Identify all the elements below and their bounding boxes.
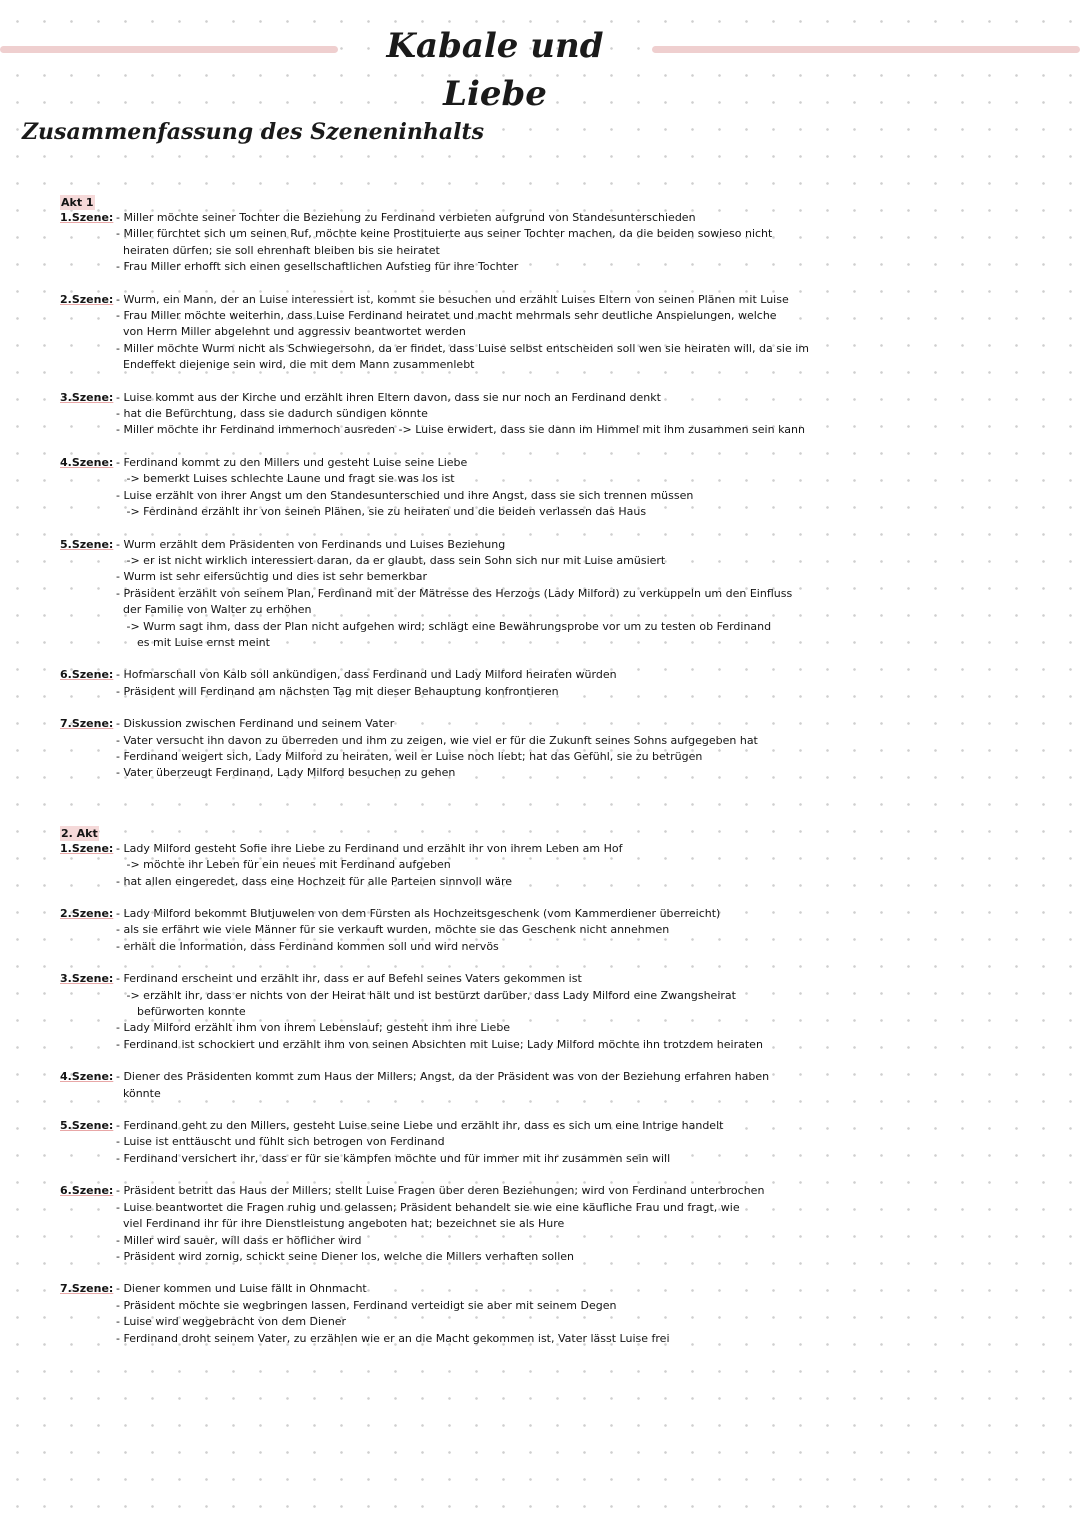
scene-note-line: - Lady Milford bekommt Blutjuwelen von dem Fürsten als Hochzeitsgeschenk (vom Kammerdiener überreicht) [116, 907, 721, 920]
scene-block [60, 210, 980, 276]
scene-block [60, 667, 980, 700]
scene-spacer [60, 1053, 980, 1069]
scene-note-line: - Präsident will Ferdinand am nächsten Tag mit dieser Behauptung konfrontieren [116, 684, 559, 698]
scene-note-line: - hat allen eingeredet, dass eine Hochzeit für alle Parteien sinnvoll wäre [116, 874, 513, 888]
scene-note-line: - Frau Miller möchte weiterhin, dass Luise Ferdinand heiratet und macht mehrmals sehr deutliche Anspielungen, welche [116, 309, 777, 323]
scene-block [60, 1069, 980, 1102]
scene-label: 4.Szene: [60, 455, 114, 469]
scene-note-line: - Präsident wird zornig, schickt seine Diener los, welche die Millers verhaften sollen [116, 1249, 575, 1263]
scene-notes [116, 292, 980, 374]
scene-note-line: - Ferdinand ist schockiert und erzählt ihm von seinen Absichten mit Luise; Lady Milford möchte ihn trotzdem heiraten [116, 1037, 763, 1051]
scene-note-line: -> möchte ihr Leben für ein neues mit Ferdinand aufgeben [116, 858, 451, 872]
scene-note-line: - Vater überzeugt Ferdinand, Lady Milford besuchen zu gehen [116, 766, 456, 780]
scene-label: 2.Szene: [60, 907, 114, 920]
scene-notes [116, 1183, 980, 1265]
scene-block [60, 906, 980, 955]
scene-spacer [60, 1167, 980, 1183]
scene-notes [116, 667, 980, 700]
scene-block [60, 292, 980, 374]
section-heading: Zusammenfassung des Szeneninhalts [22, 119, 485, 145]
act-section [60, 191, 980, 782]
scene-note-line: - Miller möchte ihr Ferdinand immernoch ausreden -> Luise erwidert, dass sie dann im Himmel mit ihm zusammen sein kann [116, 423, 805, 437]
scene-label: 6.Szene: [60, 1184, 114, 1198]
scene-spacer [60, 1102, 980, 1118]
scene-note-line: - Miller fürchtet sich um seinen Ruf, möchte keine Prostituierte aus seiner Tochter machen, da die beiden sowieso nicht [116, 227, 773, 241]
scene-label: 2.Szene: [60, 292, 114, 306]
scene-note-line: - Präsident erzählt von seinem Plan, Ferdinand mit der Mätresse des Herzogs (Lady Milford) zu verkuppeln um den Einfluss [116, 586, 793, 600]
scene-notes [116, 1118, 980, 1167]
scene-notes [116, 971, 980, 1053]
scene-label: 1.Szene: [60, 841, 114, 855]
scene-note-line: - Ferdinand weigert sich, Lady Milford zu heiraten, weil er Luise noch liebt; hat das Gefühl, sie zu betrügen [116, 749, 703, 763]
scene-spacer [60, 890, 980, 906]
summary-content [60, 191, 980, 1347]
act-section [60, 822, 980, 1347]
scene-note-line: - Wurm, ein Mann, der an Luise interessiert ist, kommt sie besuchen und erzählt Luises Eltern von seinen Plänen mit Luise [116, 292, 789, 306]
scene-block [60, 537, 980, 652]
scene-note-line: -> Ferdinand erzählt ihr von seinen Plänen, sie zu heiraten und die beiden verlassen das Haus [116, 505, 647, 519]
scene-note-line: - Wurm erzählt dem Präsidenten von Ferdinands und Luises Beziehung [116, 537, 506, 551]
scene-note-line: -> bemerkt Luises schlechte Laune und fragt sie was los ist [116, 472, 455, 486]
scene-note-line: - Diskussion zwischen Ferdinand und seinem Vater [116, 717, 395, 731]
scene-note-line: -> Wurm sagt ihm, dass der Plan nicht aufgehen wird; schlägt eine Bewährungsprobe vor um zu testen ob Ferdinand [116, 619, 772, 633]
scene-note-line: - Luise ist enttäuscht und fühlt sich betrogen von Ferdinand [116, 1135, 445, 1149]
title-rule-right [652, 46, 1080, 53]
scene-note-line: heiraten dürfen; sie soll ehrenhaft bleiben bis sie heiratet [116, 243, 440, 257]
scene-note-line: - Ferdinand geht zu den Millers, gesteht Luise seine Liebe und erzählt ihr, dass es sich um eine Intrige handelt [116, 1119, 724, 1133]
scene-block [60, 1183, 980, 1265]
scene-note-line: es mit Luise ernst meint [116, 635, 270, 649]
scene-notes [116, 210, 980, 276]
scene-note-line: - Ferdinand versichert ihr, dass er für sie kämpfen möchte und für immer mit ihr zusammen sein will [116, 1151, 671, 1165]
scene-note-line: - hat die Befürchtung, dass sie dadurch sündigen könnte [116, 407, 428, 421]
scene-note-line: - Luise erzählt von ihrer Angst um den Standesunterschied und ihre Angst, dass sie sich trennen müssen [116, 488, 694, 502]
scene-note-line: - Miller wird sauer, will dass er höflicher wird [116, 1233, 362, 1247]
scene-block [60, 716, 980, 782]
scene-spacer [60, 651, 980, 667]
scene-note-line: der Familie von Walter zu erhöhen [116, 603, 312, 617]
scene-spacer [60, 374, 980, 390]
scene-label: 3.Szene: [60, 390, 114, 404]
scene-note-line: viel Ferdinand ihr für ihre Dienstleistung angeboten hat; bezeichnet sie als Hure [116, 1217, 565, 1231]
scene-notes [116, 716, 980, 782]
scene-note-line: - Frau Miller erhofft sich einen gesellschaftlichen Aufstieg für ihre Tochter [116, 260, 519, 274]
scene-note-line: - Miller möchte seiner Tochter die Beziehung zu Ferdinand verbieten aufgrund von Standesunterschieden [116, 211, 696, 224]
scene-notes [116, 906, 980, 955]
scene-block [60, 841, 980, 890]
scene-block [60, 1281, 980, 1347]
scene-note-line: von Herrn Miller abgelehnt und aggressiv beantwortet werden [116, 325, 466, 339]
scene-block [60, 455, 980, 521]
act-heading: Akt 1 [61, 196, 94, 209]
scene-note-line: - als sie erfährt wie viele Männer für sie verkauft wurden, möchte sie das Geschenk nicht annehmen [116, 923, 670, 937]
act-heading: 2. Akt [61, 826, 98, 840]
scene-note-line: - Diener kommen und Luise fällt in Ohnmacht [116, 1282, 367, 1296]
scene-note-line: - Diener des Präsidenten kommt zum Haus der Millers; Angst, da der Präsident was von der Beziehung erfahren haben [116, 1070, 770, 1084]
scene-note-line: - Lady Milford erzählt ihm von ihrem Lebenslauf; gesteht ihm ihre Liebe [116, 1021, 511, 1035]
scene-block [60, 1118, 980, 1167]
title-rule-left [0, 46, 338, 53]
scene-note-line: - Ferdinand erscheint und erzählt ihr, dass er auf Befehl seines Vaters gekommen ist [116, 972, 582, 986]
scene-label: 7.Szene: [60, 717, 114, 731]
scene-notes [116, 455, 980, 521]
act-spacer [60, 782, 980, 822]
scene-note-line: - Vater versucht ihn davon zu überreden und ihm zu zeigen, wie viel er für die Zukunft seines Sohns aufgegeben hat [116, 733, 758, 747]
scene-note-line: - Ferdinand droht seinem Vater, zu erzählen wie er an die Macht gekommen ist, Vater lässt Luise frei [116, 1331, 670, 1345]
scene-spacer [60, 439, 980, 455]
scene-label: 5.Szene: [60, 1119, 114, 1133]
scene-notes [116, 1069, 980, 1102]
scene-label: 1.Szene: [60, 211, 114, 224]
scene-note-line: - Miller möchte Wurm nicht als Schwiegersohn, da er findet, dass Luise selbst entscheiden soll wen sie heiraten will, da sie im [116, 341, 810, 355]
scene-note-line: könnte [116, 1086, 161, 1100]
scene-notes [116, 390, 980, 439]
page-title: Kabale und Liebe [386, 26, 604, 114]
scene-note-line: - Wurm ist sehr eifersüchtig und dies ist sehr bemerkbar [116, 570, 428, 584]
scene-note-line: - erhält die Information, dass Ferdinand kommen soll und wird nervös [116, 939, 499, 953]
scene-label: 5.Szene: [60, 537, 114, 551]
scene-notes [116, 1281, 980, 1347]
title-header [0, 22, 1080, 114]
scene-block [60, 971, 980, 1053]
scene-spacer [60, 955, 980, 971]
scene-spacer [60, 700, 980, 716]
scene-note-line: - Luise beantwortet die Fragen ruhig und gelassen; Präsident behandelt sie wie eine käufliche Frau und fragt, wie [116, 1200, 740, 1214]
scene-label: 6.Szene: [60, 668, 114, 682]
scene-block [60, 390, 980, 439]
scene-note-line: - Präsident betritt das Haus der Millers; stellt Luise Fragen über deren Beziehungen; wird von Ferdinand unterbrochen [116, 1184, 765, 1198]
scene-label: 3.Szene: [60, 972, 114, 986]
scene-note-line: Endeffekt diejenige sein wird, die mit dem Mann zusammenlebt [116, 358, 475, 372]
scene-notes [116, 841, 980, 890]
scene-note-line: - Ferdinand kommt zu den Millers und gesteht Luise seine Liebe [116, 455, 468, 469]
scene-label: 4.Szene: [60, 1070, 114, 1084]
scene-note-line: - Hofmarschall von Kalb soll ankündigen, dass Ferdinand und Lady Milford heiraten würden [116, 668, 617, 682]
scene-note-line: -> er ist nicht wirklich interessiert daran, da er glaubt, dass sein Sohn sich nur mit Luise amüsiert [116, 553, 666, 567]
scene-note-line: - Lady Milford gesteht Sofie ihre Liebe zu Ferdinand und erzählt ihr von ihrem Leben am Hof [116, 841, 623, 855]
scene-note-line: - Präsident möchte sie wegbringen lassen, Ferdinand verteidigt sie aber mit seinem Degen [116, 1298, 617, 1312]
scene-spacer [60, 1265, 980, 1281]
scene-spacer [60, 521, 980, 537]
scene-notes [116, 537, 980, 652]
scene-note-line: - Luise wird weggebracht von dem Diener [116, 1315, 347, 1329]
scene-note-line: - Luise kommt aus der Kirche und erzählt ihren Eltern davon, dass sie nur noch an Ferdinand denkt [116, 390, 661, 404]
scene-note-line: -> erzählt ihr, dass er nichts von der Heirat hält und ist bestürzt darüber, dass Lady Milford eine Zwangsheirat [116, 988, 736, 1002]
scene-label: 7.Szene: [60, 1282, 114, 1296]
scene-note-line: befürworten konnte [116, 1005, 246, 1019]
scene-spacer [60, 276, 980, 292]
